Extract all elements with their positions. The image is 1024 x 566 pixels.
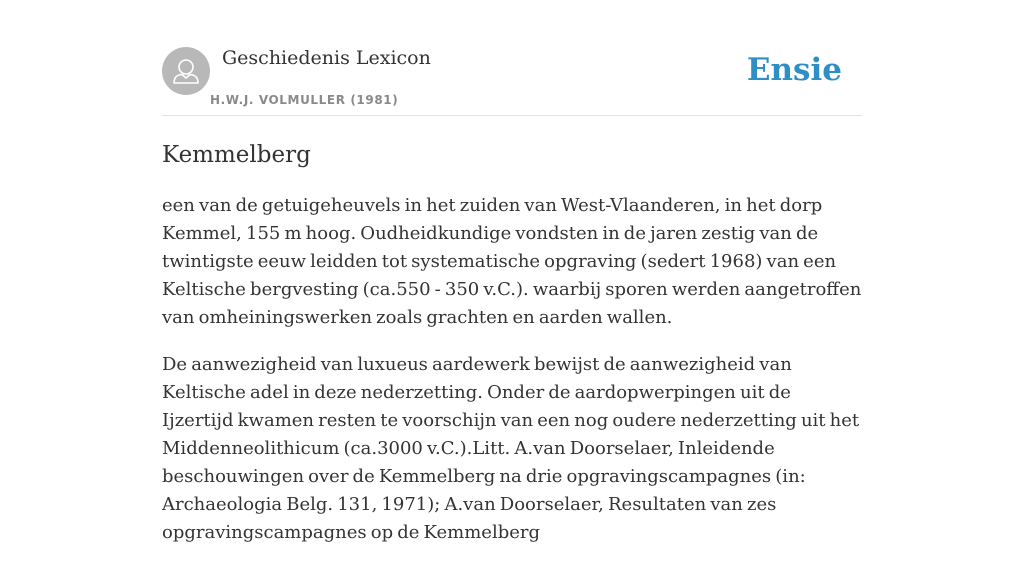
lexicon-title[interactable]: Geschiedenis Lexicon [222, 47, 431, 69]
article-body [162, 192, 864, 566]
article-title: Kemmelberg [162, 142, 311, 168]
avatar[interactable] [162, 47, 210, 95]
header [162, 47, 862, 116]
article-paragraph: een van de getuigeheuvels in het zuiden van West-Vlaanderen, in het dorp Kemmel, 155 m hoog. Oudheidkundige vondsten in de jaren zestig van de twintigste eeuw leidden tot systematische opgraving (sedert 1968) van een Keltische bergvesting (ca.550 - 350 v.C.). waarbij sporen werden aangetroffen van omheiningswerken zoals grachten en aarden wallen. [162, 195, 862, 328]
lexicon-author[interactable]: H.W.J. VOLMULLER (1981) [210, 93, 399, 107]
user-icon [162, 47, 210, 95]
brand-logo-link[interactable]: Ensie [746, 52, 842, 88]
article-paragraph: De aanwezigheid van luxueus aardewerk bewijst de aanwezigheid van Keltische adel in deze nederzetting. Onder de aardopwerpingen uit de Ijzertijd kwamen resten te voorschijn van een nog oudere nederzetting uit het Middenneolithicum (ca.3000 v.C.).Litt. A.van Doorselaer, Inleidende beschouwingen over de Kemmelberg na drie opgravingscampagnes (in: Archaeologia Belg. 131, 1971); A.van Doorselaer, Resultaten van zes opgravingscampagnes op de Kemmelberg [162, 354, 860, 543]
